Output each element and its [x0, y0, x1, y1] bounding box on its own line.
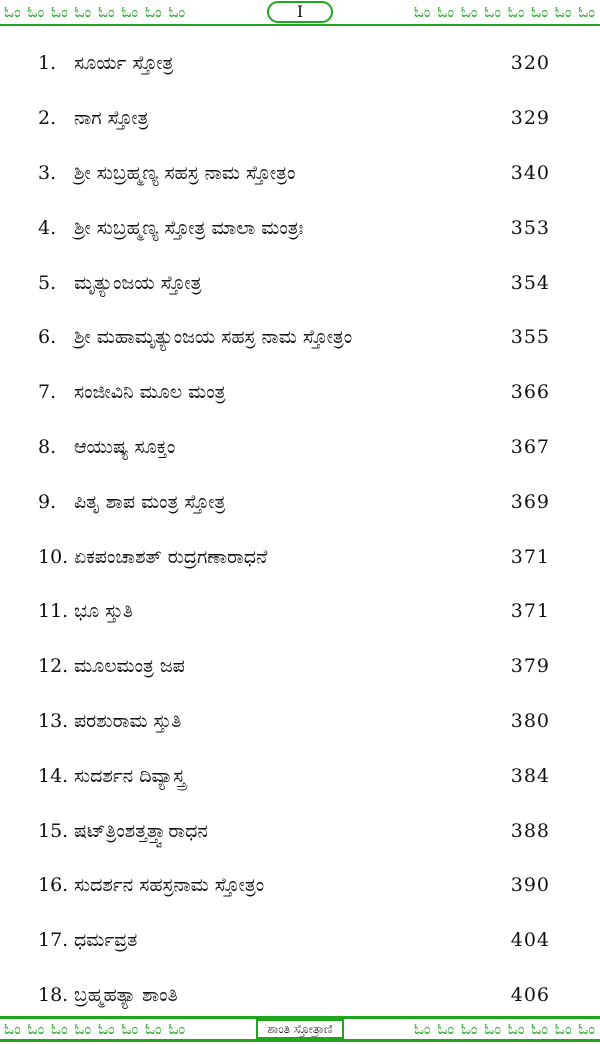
entry-page: 379: [510, 655, 550, 678]
toc-entry: [0, 310, 600, 365]
header-ornament-right: ಓಂ ಓಂ ಓಂ ಓಂ ಓಂ ಓಂ ಓಂ ಓಂ: [413, 3, 597, 21]
entry-title: ಏಕಪಂಚಾಶತ್ ರುದ್ರಗಣಾರಾಧನೆ: [74, 545, 268, 568]
entry-number: 2.: [38, 107, 57, 130]
toc-entry: [0, 365, 600, 420]
entry-page: 355: [510, 326, 550, 349]
toc-entry: [0, 91, 600, 146]
entry-title: ಸುದರ್ಶನ ದಿವ್ಯಾಸ್ತ್ರ: [74, 764, 186, 787]
entry-title: ಮೃತ್ಯುಂಜಯ ಸ್ತೋತ್ರ: [74, 271, 202, 294]
entry-title: ಷಟ್‌ತ್ರಿಂಶತ್ತತ್ತ್ವಾರಾಧನ: [74, 819, 208, 842]
footer-ornament-right: ಓಂ ಓಂ ಓಂ ಓಂ ಓಂ ಓಂ ಓಂ ಓಂ: [413, 1020, 597, 1038]
entry-number: 13.: [38, 709, 69, 732]
entry-page: 367: [510, 435, 550, 458]
toc-entry: [0, 200, 600, 255]
entry-page: 388: [510, 819, 550, 842]
header-ornament-left: ಓಂ ಓಂ ಓಂ ಓಂ ಓಂ ಓಂ ಓಂ ಓಂ: [4, 3, 187, 21]
toc-entry: [0, 858, 600, 913]
entry-number: 7.: [38, 381, 57, 404]
entry-page: 371: [510, 600, 550, 623]
table-of-contents: [0, 36, 600, 1022]
toc-entry: [0, 968, 600, 1023]
entry-number: 11.: [38, 600, 69, 623]
entry-page: 384: [510, 764, 550, 787]
toc-entry: [0, 584, 600, 639]
entry-page: 354: [510, 271, 550, 294]
entry-title: ಬ್ರಹ್ಮಹತ್ಯಾ ಶಾಂತಿ: [74, 983, 178, 1006]
entry-title: ಪರಶುರಾಮ ಸ್ತುತಿ: [74, 709, 182, 732]
entry-title: ಸೂರ್ಯ ಸ್ತೋತ್ರ: [74, 52, 174, 75]
entry-title: ಆಯುಷ್ಯ ಸೂಕ್ತಂ: [74, 435, 176, 458]
entry-number: 9.: [38, 490, 57, 513]
entry-number: 17.: [38, 929, 69, 952]
page-number: I: [267, 1, 333, 23]
entry-number: 14.: [38, 764, 69, 787]
header-band: [0, 0, 600, 26]
entry-title: ನಾಗ ಸ್ತೋತ್ರ: [74, 107, 149, 130]
entry-page: 406: [510, 983, 550, 1006]
entry-page: 404: [510, 929, 550, 952]
entry-title: ಶ್ರೀ ಮಹಾಮೃತ್ಯುಂಜಯ ಸಹಸ್ರ ನಾಮ ಸ್ತೋತ್ರಂ: [74, 326, 353, 349]
entry-title: ಧರ್ಮವ್ರತ: [74, 929, 138, 952]
entry-page: 340: [510, 161, 550, 184]
entry-number: 15.: [38, 819, 69, 842]
entry-title: ಶ್ರೀ ಸುಬ್ರಹ್ಮಣ್ಯ ಸಹಸ್ರ ನಾಮ ಸ್ತೋತ್ರಂ: [74, 161, 296, 184]
toc-entry: [0, 474, 600, 529]
entry-page: 390: [510, 874, 550, 897]
entry-number: 16.: [38, 874, 69, 897]
entry-title: ಭೂ ಸ್ತುತಿ: [74, 600, 133, 623]
entry-page: 380: [510, 709, 550, 732]
entry-page: 320: [510, 52, 550, 75]
footer-band: [0, 1016, 600, 1042]
toc-entry: [0, 803, 600, 858]
toc-entry: [0, 639, 600, 694]
footer-ornament-left: ಓಂ ಓಂ ಓಂ ಓಂ ಓಂ ಓಂ ಓಂ ಓಂ: [4, 1020, 187, 1038]
entry-title: ಸುದರ್ಶನ ಸಹಸ್ರನಾಮ ಸ್ತೋತ್ರಂ: [74, 874, 265, 897]
toc-entry: [0, 913, 600, 968]
toc-entry: [0, 420, 600, 475]
entry-page: 329: [510, 107, 550, 130]
footer-title: ಶಾಂತಿ ಸ್ತೋತ್ರಾಣಿ: [256, 1019, 345, 1039]
entry-number: 18.: [38, 983, 69, 1006]
entry-number: 1.: [38, 52, 57, 75]
toc-entry: [0, 694, 600, 749]
entry-number: 3.: [38, 161, 57, 184]
entry-number: 8.: [38, 435, 57, 458]
entry-number: 12.: [38, 655, 69, 678]
entry-page: 366: [510, 381, 550, 404]
entry-number: 4.: [38, 216, 57, 239]
toc-entry: [0, 748, 600, 803]
entry-number: 5.: [38, 271, 57, 294]
entry-page: 353: [510, 216, 550, 239]
toc-entry: [0, 36, 600, 91]
toc-entry: [0, 255, 600, 310]
entry-title: ಶ್ರೀ ಸುಬ್ರಹ್ಮಣ್ಯ ಸ್ತೋತ್ರ ಮಾಲಾ ಮಂತ್ರಃ: [74, 216, 304, 239]
toc-entry: [0, 146, 600, 201]
entry-title: ಸಂಜೀವಿನಿ ಮೂಲ ಮಂತ್ರ: [74, 381, 226, 404]
entry-number: 6.: [38, 326, 57, 349]
toc-entry: [0, 529, 600, 584]
entry-page: 369: [510, 490, 550, 513]
entry-number: 10.: [38, 545, 69, 568]
entry-title: ಪಿತೃ ಶಾಪ ಮಂತ್ರ ಸ್ತೋತ್ರ: [74, 490, 226, 513]
entry-title: ಮೂಲಮಂತ್ರ ಜಪ: [74, 655, 185, 678]
entry-page: 371: [510, 545, 550, 568]
